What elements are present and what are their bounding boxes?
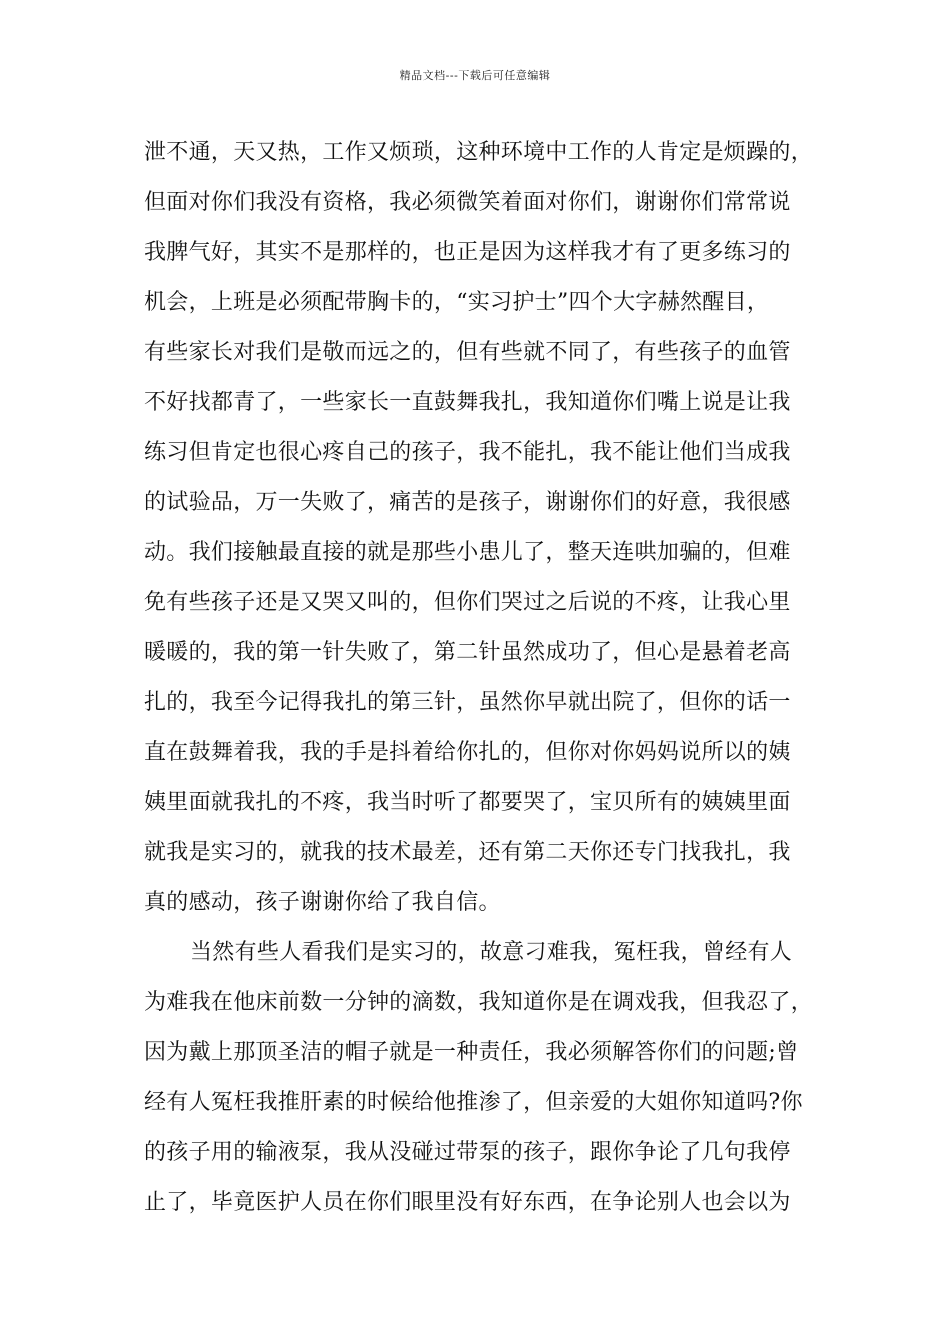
text-line: 就我是实习的，就我的技术最差，还有第二天你还专门找我扎，我 bbox=[144, 840, 791, 865]
text-line: 经有人冤枉我推肝素的时候给他推渗了，但亲爱的大姐你知道吗?你 bbox=[144, 1090, 803, 1115]
text-line: 但面对你们我没有资格，我必须微笑着面对你们，谢谢你们常常说 bbox=[144, 190, 791, 215]
text-line: 免有些孩子还是又哭又叫的，但你们哭过之后说的不疼，让我心里 bbox=[144, 590, 791, 615]
text-line: 的孩子用的输液泵，我从没碰过带泵的孩子，跟你争论了几句我停 bbox=[144, 1140, 791, 1165]
text-line: 真的感动，孩子谢谢你给了我自信。 bbox=[144, 890, 501, 915]
text-line: 练习但肯定也很心疼自己的孩子，我不能扎，我不能让他们当成我 bbox=[144, 440, 791, 465]
text-line: 为难我在他床前数一分钟的滴数，我知道你是在调戏我，但我忍了， bbox=[144, 990, 814, 1015]
text-line: 动。我们接触最直接的就是那些小患儿了，整天连哄加骗的，但难 bbox=[144, 540, 791, 565]
text-line: 泄不通，天又热，工作又烦琐，这种环境中工作的人肯定是烦躁的， bbox=[144, 140, 814, 165]
page-header: 精品文档---下载后可任意编辑 bbox=[399, 69, 551, 82]
text-line: 机会，上班是必须配带胸卡的，“实习护士”四个大字赫然醒目， bbox=[144, 290, 770, 315]
text-line: 有些家长对我们是敬而远之的，但有些就不同了，有些孩子的血管 bbox=[144, 340, 791, 365]
text-line: 不好找都青了，一些家长一直鼓舞我扎，我知道你们嘴上说是让我 bbox=[144, 390, 791, 415]
text-line: 的试验品，万一失败了，痛苦的是孩子，谢谢你们的好意，我很感 bbox=[144, 490, 791, 515]
text-line: 暖暖的，我的第一针失败了，第二针虽然成功了，但心是悬着老高 bbox=[144, 640, 791, 665]
text-line: 姨里面就我扎的不疼，我当时听了都要哭了，宝贝所有的姨姨里面 bbox=[144, 790, 791, 815]
text-line: 因为戴上那顶圣洁的帽子就是一种责任，我必须解答你们的问题;曾 bbox=[144, 1040, 799, 1065]
text-line: 我脾气好，其实不是那样的，也正是因为这样我才有了更多练习的 bbox=[144, 240, 791, 265]
document-body bbox=[144, 128, 814, 1228]
text-line: 止了，毕竟医护人员在你们眼里没有好东西，在争论别人也会以为 bbox=[144, 1190, 791, 1215]
text-line: 扎的，我至今记得我扎的第三针，虽然你早就出院了，但你的话一 bbox=[144, 690, 791, 715]
paragraph-start-line: 当然有些人看我们是实习的，故意刁难我，冤枉我，曾经有人 bbox=[190, 940, 793, 965]
text-line: 直在鼓舞着我，我的手是抖着给你扎的，但你对你妈妈说所以的姨 bbox=[144, 740, 791, 765]
